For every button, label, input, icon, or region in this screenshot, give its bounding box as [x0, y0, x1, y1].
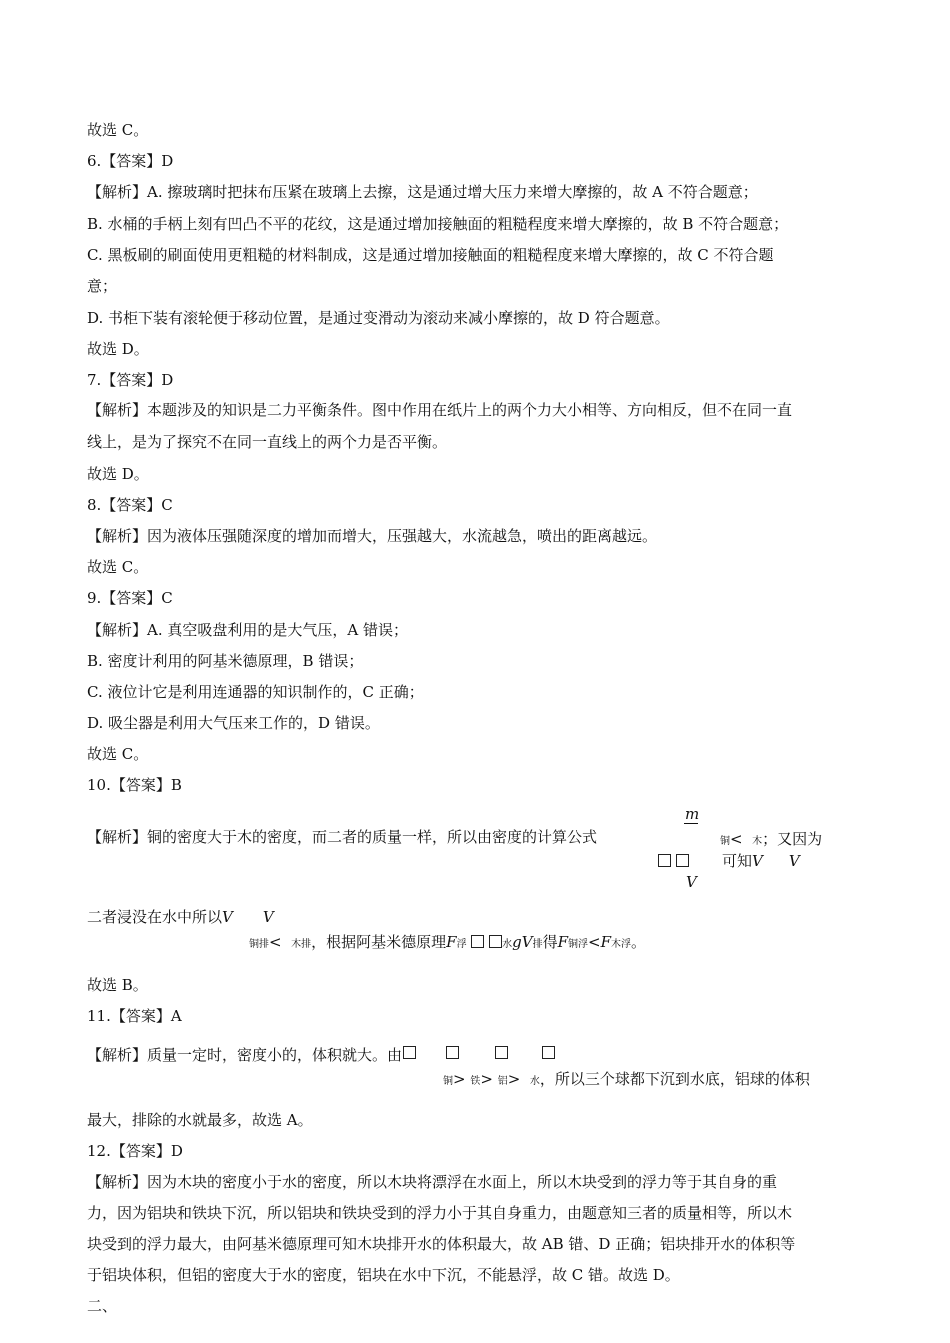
text-line: 故选 D。: [87, 340, 149, 358]
text-line: C. 黑板刷的刷面使用更粗糙的材料制成，这是通过增加接触面的粗糙程度来增大摩擦的，故 C 不符合题: [87, 246, 774, 264]
fraction-bar: [684, 823, 698, 824]
text-line: 【解析】因为液体压强随深度的增加而增大，压强越大，水流越急，喷出的距离越远。: [87, 527, 658, 545]
answer-heading-7: 7.【答案】D: [87, 371, 174, 389]
formula-boxes: [403, 1044, 555, 1062]
text-line: 【解析】质量一定时，密度小的，体积就大。由: [87, 1046, 403, 1064]
text-line: 二者浸没在水中所以V V: [87, 908, 274, 926]
formula-rho-boxes: [658, 852, 689, 870]
text-line: 意；: [87, 277, 118, 295]
text-line: D. 书柜下装有滚轮便于移动位置，是通过变滑动为滚动来减小摩擦的，故 D 符合题意。: [87, 309, 670, 327]
answer-heading-9: 9.【答案】C: [87, 589, 173, 607]
answer-heading-10: 10.【答案】B: [87, 776, 182, 794]
formula-density-order: 铜> 铁> 铝> 水，所以三个球都下沉到水底，铝球的体积: [443, 1070, 810, 1088]
text-line: 【解析】A. 真空吸盘利用的是大气压，A 错误；: [87, 621, 408, 639]
formula-V: V: [686, 873, 697, 891]
text-line: 故选 C。: [87, 121, 149, 139]
text-line: 【解析】因为木块的密度小于水的密度，所以木块将漂浮在水面上，所以木块受到的浮力等于其自身的重: [87, 1173, 778, 1191]
text-line: D. 吸尘器是利用大气压来工作的，D 错误。: [87, 714, 380, 732]
text-line: 故选 B。: [87, 976, 148, 994]
text-line: 于铝块体积，但铝的密度大于水的密度，铝块在水中下沉，不能悬浮，故 C 错。故选 D。: [87, 1266, 680, 1284]
formula-m: m: [685, 805, 700, 823]
text-line: 故选 C。: [87, 558, 149, 576]
text-line: 故选 C。: [87, 745, 149, 763]
text-line: 线上，是为了探究不在同一直线上的两个力是否平衡。: [87, 433, 448, 451]
text-line: 【解析】本题涉及的知识是二力平衡条件。图中作用在纸片上的两个力大小相等、方向相反，但不在同一直: [87, 401, 793, 419]
text-line: C. 液位计它是利用连通器的知识制作的，C 正确；: [87, 683, 424, 701]
answer-heading-6: 6.【答案】D: [87, 152, 174, 170]
text-line: 【解析】A. 擦玻璃时把抹布压紧在玻璃上去擦，这是通过增大压力来增大摩擦的，故 A 不符合题意；: [87, 183, 758, 201]
answer-heading-11: 11.【答案】A: [87, 1007, 182, 1025]
text-line: 最大，排除的水就最多，故选 A。: [87, 1111, 313, 1129]
text-line: 【解析】铜的密度大于木的密度，而二者的质量一样，所以由密度的计算公式: [87, 828, 598, 846]
section-heading: 二、: [87, 1297, 118, 1315]
text-line: 力，因为铝块和铁块下沉，所以铝块和铁块受到的浮力小于其自身重力，由题意知三者的质量相等，所以木: [87, 1204, 793, 1222]
text-line: 块受到的浮力最大，由阿基米德原理可知木块排开水的体积最大，故 AB 错、D 正确；铝块排开水的体积等: [87, 1235, 796, 1253]
formula-archimedes: 铜排< 木排，根据阿基米德原理F浮 水gV排得F铜浮<F木浮。: [249, 933, 647, 951]
text-line: B. 密度计利用的阿基米德原理，B 错误；: [87, 652, 364, 670]
text-line: 故选 D。: [87, 465, 149, 483]
answer-heading-8: 8.【答案】C: [87, 496, 173, 514]
formula-keshi: 可知V V: [722, 852, 800, 870]
formula-rho-compare: 铜< 木；又因为: [720, 830, 823, 848]
text-line: B. 水桶的手柄上刻有凹凸不平的花纹，这是通过增加接触面的粗糙程度来增大摩擦的，故 B 不符合题意；: [87, 215, 789, 233]
answer-heading-12: 12.【答案】D: [87, 1142, 183, 1160]
